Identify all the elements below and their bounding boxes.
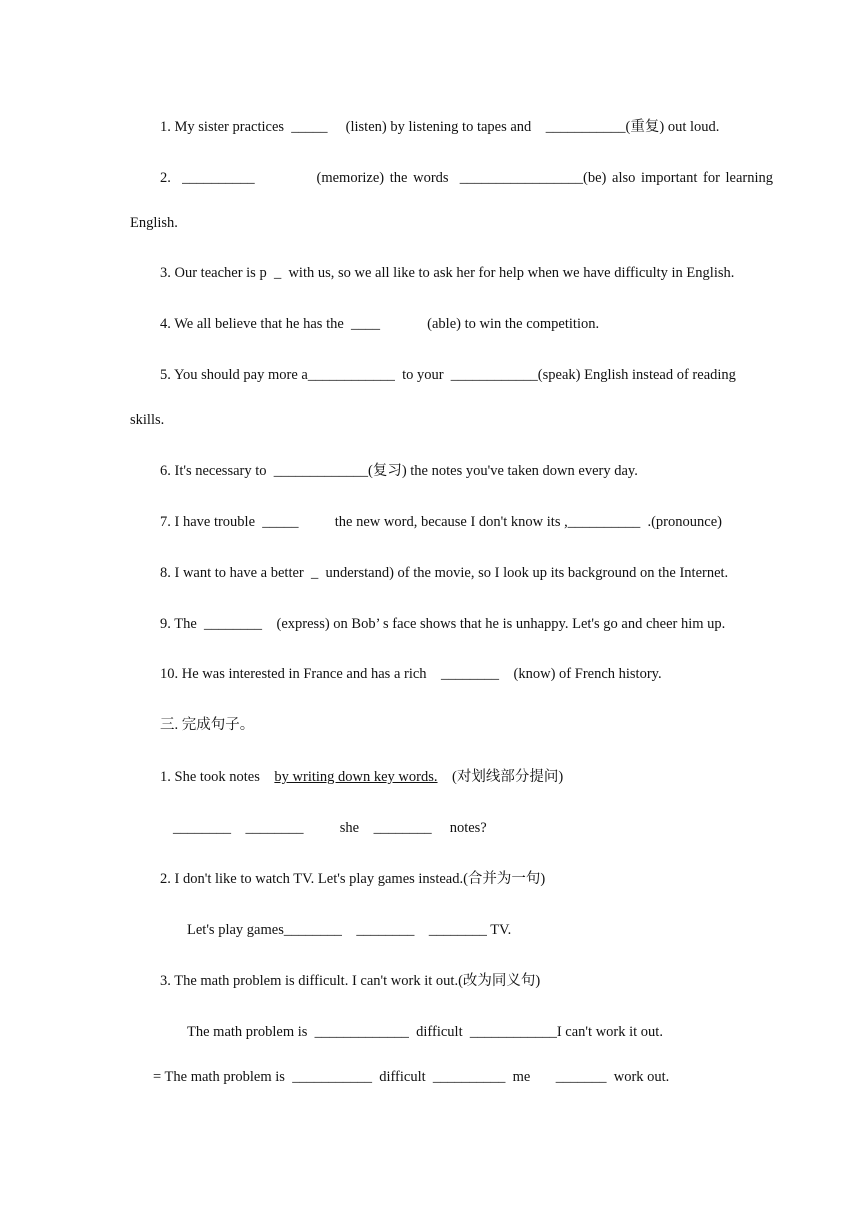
exercise-line-2-cont: English. — [130, 215, 178, 231]
exercise-line-3: 3. Our teacher is p _ with us, so we all like to ask her for help when we have difficulty in English. — [160, 265, 735, 281]
q1-prefix: 1. She took notes — [160, 769, 275, 785]
exercise-line-6: 6. It's necessary to _____________(复习) the notes you've taken down every day. — [160, 463, 638, 479]
exercise-line-1: 1. My sister practices _____ (listen) by listening to tapes and ___________(重复) out loud. — [160, 119, 720, 135]
exercise-line-4: 4. We all believe that he has the ____ (able) to win the competition. — [160, 316, 600, 332]
sentence-q1 — [160, 768, 563, 786]
exercise-line-7: 7. I have trouble _____ the new word, because I don't know its ,__________ .(pronounce) — [160, 514, 722, 530]
sentence-q1-answer: ________ ________ she ________ notes? — [173, 820, 487, 836]
sentence-q3-answer-2: = The math problem is ___________ difficult __________ me _______ work out. — [153, 1069, 670, 1085]
sentence-q2-answer: Let's play games________ ________ ________ TV. — [187, 922, 512, 938]
exercise-line-5-cont: skills. — [130, 412, 165, 428]
q1-underlined: by writing down key words. — [274, 769, 438, 785]
exercise-line-10: 10. He was interested in France and has a rich ________ (know) of French history. — [160, 666, 662, 682]
exercise-line-9: 9. The ________ (express) on Bob’ s face shows that he is unhappy. Let's go and cheer him up. — [160, 616, 726, 632]
exercise-line-2: 2. __________ (memorize) the words _________________(be) also important for learning — [160, 170, 774, 186]
sentence-q3-answer-1: The math problem is _____________ difficult ____________I can't work it out. — [187, 1024, 663, 1040]
sentence-q2: 2. I don't like to watch TV. Let's play games instead.(合并为一句) — [160, 871, 546, 887]
q1-suffix: (对划线部分提问) — [437, 769, 564, 785]
sentence-q3: 3. The math problem is difficult. I can't work it out.(改为同义句) — [160, 973, 541, 989]
exercise-line-8: 8. I want to have a better _ understand) of the movie, so I look up its background on the Internet. — [160, 565, 729, 581]
exercise-line-5: 5. You should pay more a____________ to your ____________(speak) English instead of reading — [160, 367, 736, 383]
section-heading: 三. 完成句子。 — [160, 717, 255, 733]
